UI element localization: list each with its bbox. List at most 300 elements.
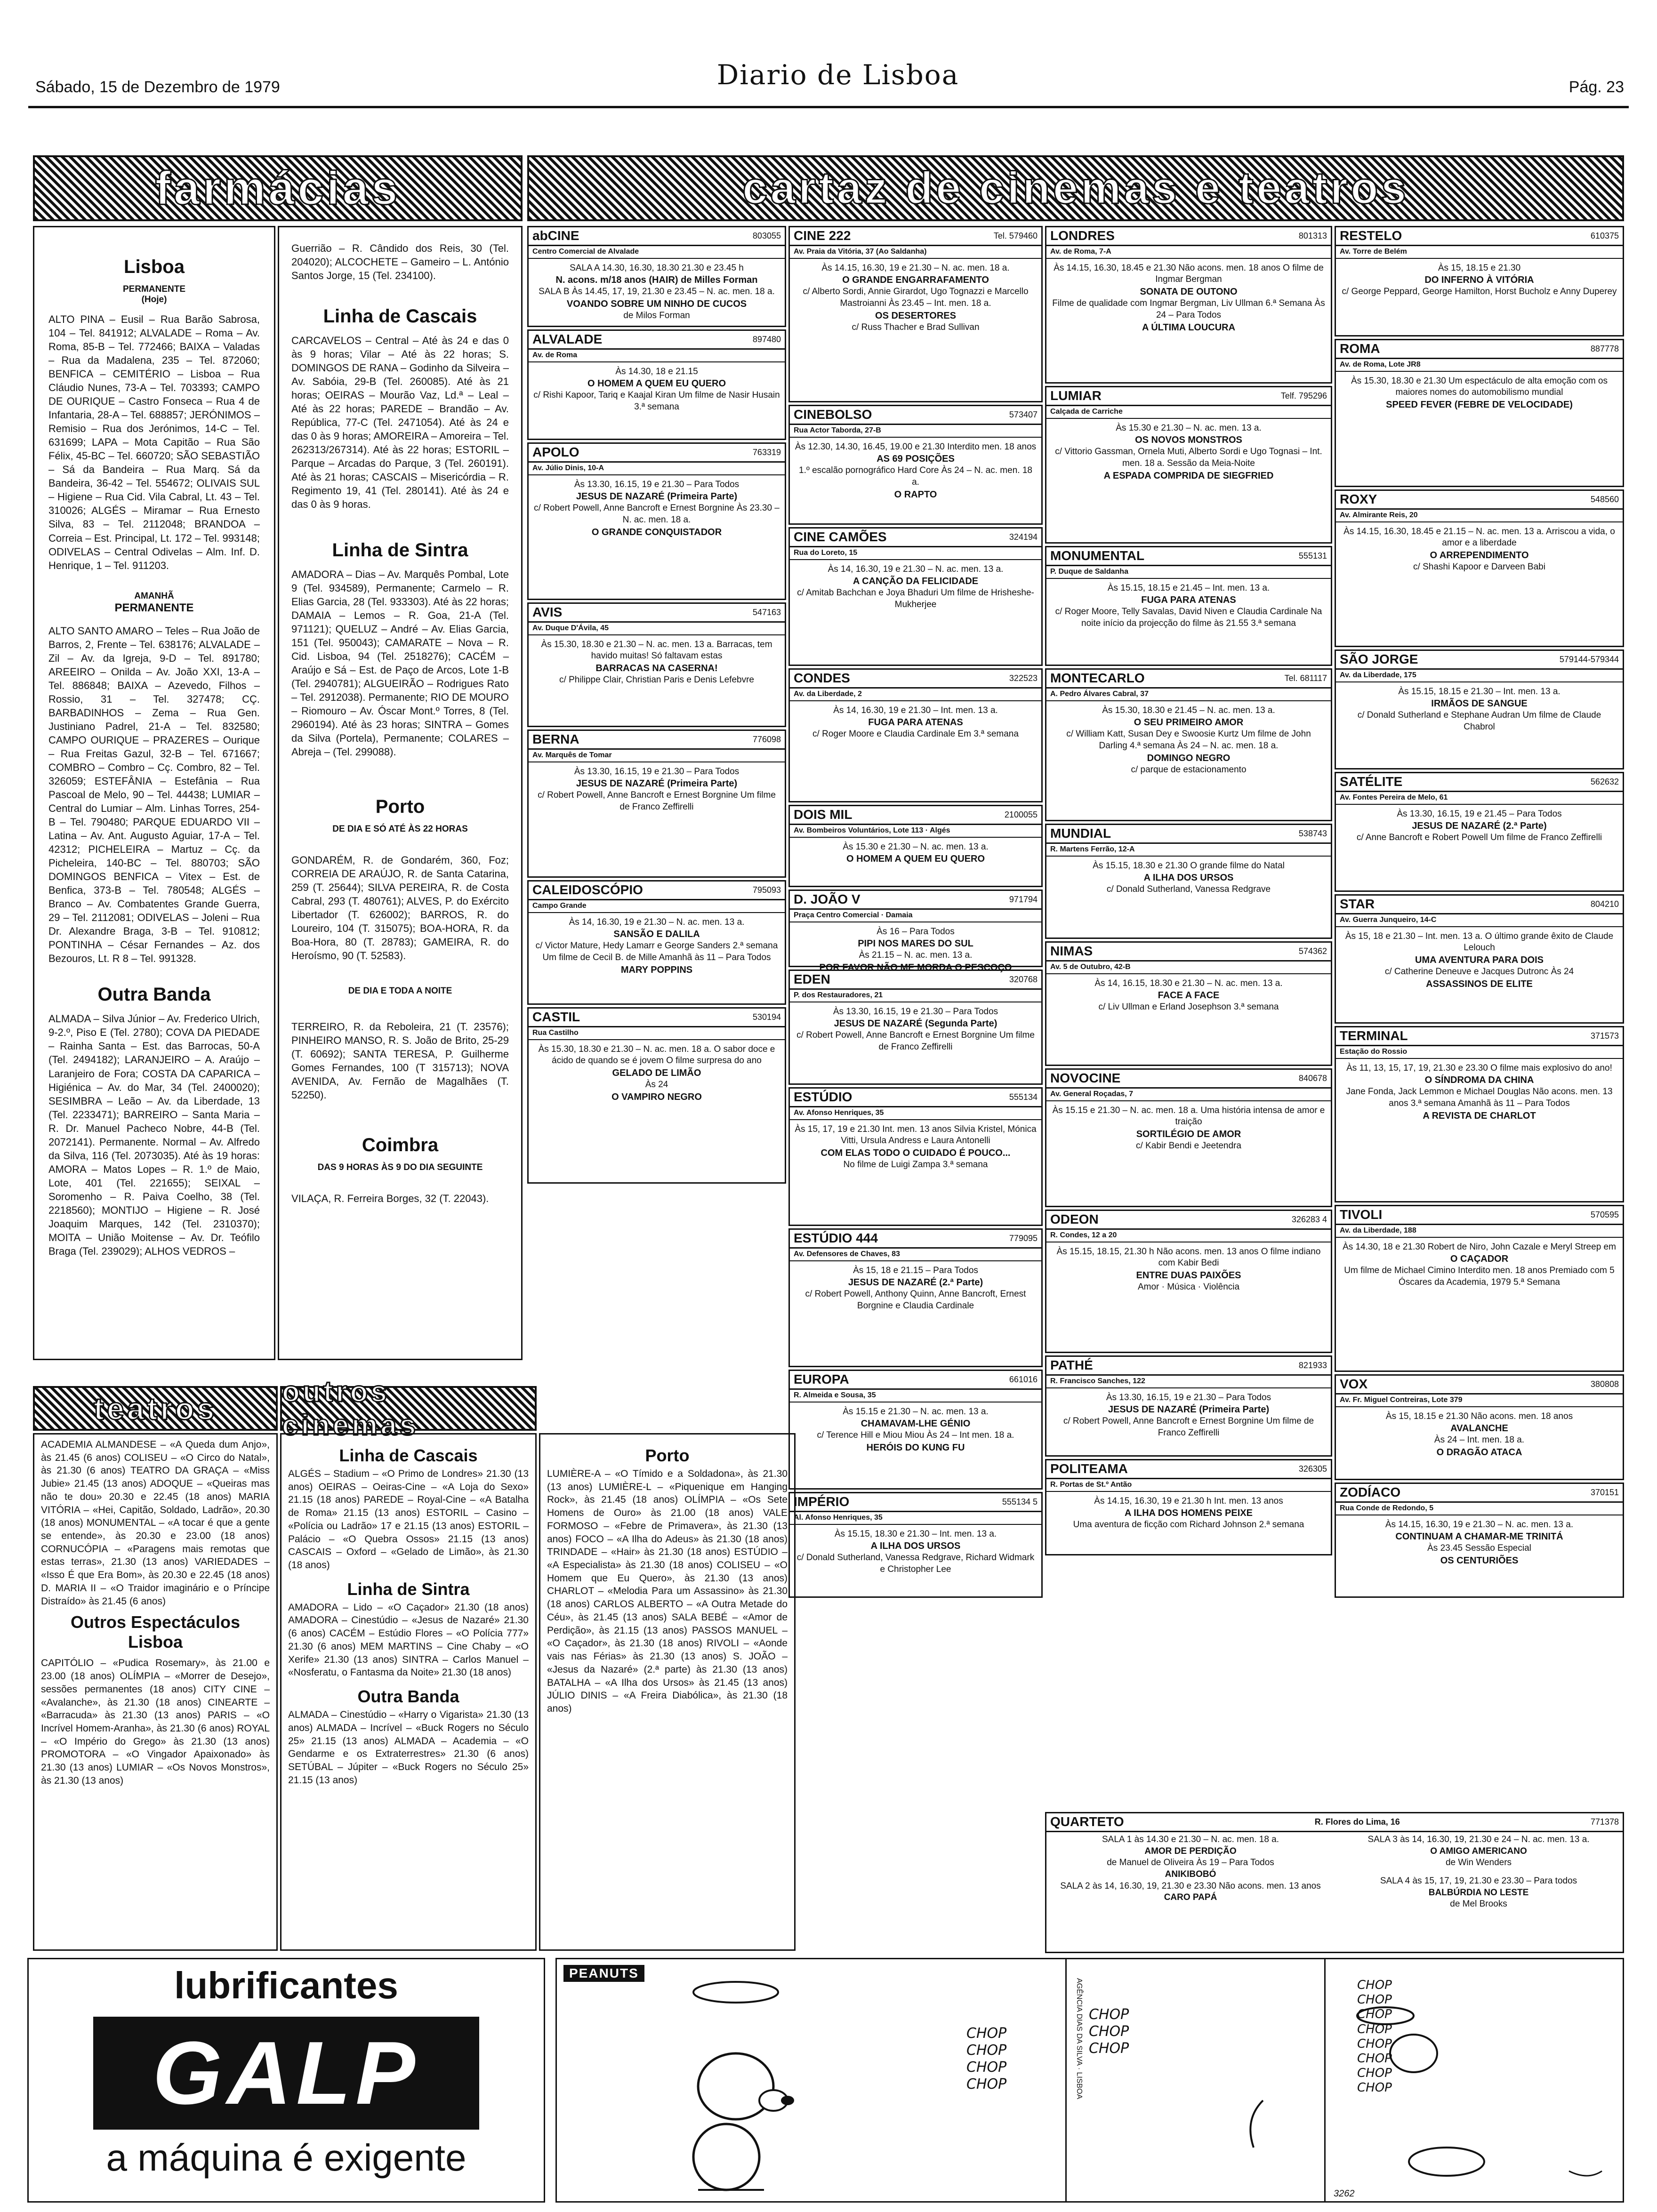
quarteto-sala4-title: BALBÚRDIA NO LESTE	[1428, 1887, 1529, 1898]
cinema-phone: 326305	[1298, 1464, 1327, 1474]
cinema-name: ROMA	[1340, 341, 1380, 356]
cinema-schedule: SALA A 14.30, 16.30, 18.30 21.30 e 23.45 h	[570, 263, 744, 273]
cinema-name: MUNDIAL	[1050, 826, 1111, 841]
cinema-listing	[788, 1370, 1043, 1490]
cinema-phone: 840678	[1298, 1073, 1327, 1083]
cinema-schedule: Às 15.30, 18.30 e 21.30 Um espectáculo de alta emoção com os maiores nomes do automobilismo mundial	[1351, 376, 1608, 398]
cinema-body	[1336, 1410, 1623, 1459]
cinema-schedule: Às 15, 18.15 e 21.30	[1438, 263, 1521, 273]
cinema-film-title: O SÍNDROMA DA CHINA	[1424, 1075, 1534, 1086]
cinema-film-title: N. acons. m/18 anos (HAIR) de Milles Forman	[555, 275, 758, 286]
cinema-quarteto	[1045, 1812, 1624, 1953]
cinema-body	[1046, 262, 1331, 335]
snoopy-head-icon-2	[1390, 2035, 1437, 2072]
cinema-body	[1336, 685, 1623, 734]
cinema-address: Rua Actor Taborda, 27-B	[790, 425, 1041, 438]
cinema-name: CINE CAMÕES	[794, 529, 887, 545]
advert-line1: lubrificantes	[174, 1964, 398, 2006]
cinema-header	[1336, 1027, 1623, 1046]
cinema-name: STAR	[1340, 897, 1375, 912]
cinema-address: Rua do Loreto, 15	[790, 547, 1041, 560]
cinema-details: No filme de Luigi Zampa 3.ª semana	[843, 1160, 988, 1170]
cinema-body	[790, 704, 1041, 741]
quarteto-sala2-title: CARO PAPÁ	[1164, 1892, 1217, 1903]
cinema-details: c/ Donald Sutherland, Vanessa Redgrave	[1106, 884, 1271, 895]
cinema-header	[1336, 1206, 1623, 1225]
cinema-film-title: JESUS DE NAZARÉ (Primeira Parte)	[1108, 1404, 1270, 1415]
cinema-phone: 579144-579344	[1559, 654, 1619, 664]
cinema-details: c/ Robert Powell, Anne Bancroft e Ernest Borgnine Um filme de Franco Zeffirelli	[796, 1030, 1035, 1052]
cinema-address: Av. Defensores de Chaves, 83	[790, 1249, 1041, 1261]
cinema-header	[790, 1089, 1041, 1107]
page-number: Pág. 23	[1569, 78, 1624, 96]
cinema-listing	[1335, 489, 1624, 647]
cinema-name: DOIS MIL	[794, 807, 853, 822]
cinema-address: Rua Conde de Redondo, 5	[1336, 1503, 1623, 1515]
cinema-phone: 795093	[752, 885, 781, 895]
cinema-body	[1046, 582, 1331, 631]
cinema-header	[1046, 1211, 1331, 1230]
cinema-body	[1046, 1495, 1331, 1532]
cinema-header	[1336, 1484, 1623, 1503]
cinema-film-title-2: DOMINGO NEGRO	[1147, 753, 1231, 763]
cinema-details: Jane Fonda, Jack Lemmon e Michael Douglas Não acons. men. 13 anos 3.ª semana Amanhã às 11 – Para Todos	[1346, 1087, 1613, 1109]
galp-advert	[27, 1958, 545, 2203]
cinema-schedule: Às 14.15, 16.30, 18.45 e 21.15 – N. ac. men. 13 a. Arriscou a vida, o amor e a liberdade	[1343, 526, 1615, 548]
cinema-phone: 538743	[1298, 828, 1327, 838]
cinema-film-title: JESUS DE NAZARÉ (Primeira Parte)	[576, 778, 738, 789]
cinema-phone: 661016	[1009, 1374, 1038, 1384]
cinema-film-title-2: POR FAVOR NÃO ME MORDA O PESCOÇO	[819, 962, 1012, 973]
cinema-name: ROXY	[1340, 492, 1377, 507]
cinema-details: c/ Anne Bancroft e Robert Powell Um filme de Franco Zeffirelli	[1356, 833, 1602, 843]
cinema-schedule: Às 14.15, 16.30, 19 e 21.30 – N. ac. men. 13 a.	[1385, 1519, 1574, 1530]
cinema-name: MONTECARLO	[1050, 671, 1145, 686]
cinema-phone: 555131	[1298, 551, 1327, 561]
cinema-address: P. Duque de Saldanha	[1046, 566, 1331, 579]
cinema-schedule: Às 13.30, 16.15, 19 e 21.45 – Para Todos	[1397, 809, 1562, 819]
cinema-body	[1046, 1104, 1331, 1153]
outros-banner-text: outros cinemas	[282, 1375, 419, 1442]
cinema-listing	[788, 1492, 1043, 1598]
cinema-phone: 555134 5	[1002, 1497, 1038, 1507]
cinema-listing	[788, 1228, 1043, 1367]
quarteto-sala1-title2: ANIKIBOBÓ	[1165, 1869, 1216, 1880]
cinema-phone: 380808	[1590, 1379, 1619, 1389]
cinema-body	[529, 1043, 785, 1104]
cinema-schedule: Às 15.30, 18.30 e 21.30 – N. ac. men. 18 a. O sabor doce e ácido de quando se é jovem O filme surpresa do ano	[538, 1044, 775, 1066]
cinema-film-title: FACE A FACE	[1158, 990, 1220, 1001]
amanha-pharmacies: ALTO SANTO AMARO – Teles – Rua João de Barros, 2, Frente – Tel. 638176; ALVALADE – Zil – Av. da Igreja, 9-D – Tel. 891780; AREEIRO – Onilda – Av. João XXI, 13-A – Tel. 886848; BAIXA – Azevedo, Filhos – Rossio, 31 – Tel. 327478; CÇ. BARBADINHOS – Zema – Rua Gen. Justiniano Padrel, 21-A – Tel. 832580; CAMPO OURIQUE – PRAZERES – Ourique – Rua Freitas Gazul, 32-B – Tel. 671667; COMBRO – Combro – Cç. Combro, 82 – Tel. 326059; ESTEFÂNIA – Estefânia – Rua Pascoal de Melo, 90 – Tel. 44438; LUMIAR – Central do Lumiar – Alm. Linhas Torres, 254-B – Tel. 790480; PARQUE EDUARDO VII – Latina – Av. Ant. Augusto Aguiar, 17-A – Tel. 42312; PICHELEIRA – Martuz – Cç. da Picheleira, 140-BC – Tel. 880703; SÃO DOMINGOS BENFICA – Vitex – Est. de Benfica, 373-B – Tel. 780548; ALGÉS – Branco – Av. Combatentes Grande Guerra, 29 – Tel. 2112081; ODIVELAS – Joleni – Rua Dr. Alexandre Braga, 3-B – Tel. 910812; PONTINHA – César Fernandes – Az. dos Bezouros, Lt. R 8 – Tel. 991328.	[48, 625, 260, 965]
cinema-listing	[1335, 1483, 1624, 1598]
cascais-heading: Linha de Cascais	[323, 306, 477, 327]
quarteto-phone: 771378	[1590, 1817, 1619, 1827]
cinema-film-title-2: ASSASSINOS DE ELITE	[1426, 978, 1533, 989]
cinema-schedule: Às 15.15, 18.15 e 21.30 – Int. men. 13 a.	[1398, 686, 1560, 697]
advert-line2: a máquina é exigente	[106, 2137, 467, 2179]
cinema-phone: 971794	[1009, 894, 1038, 904]
cinema-name: ODEON	[1050, 1212, 1099, 1227]
cinema-listing	[1045, 546, 1332, 666]
cinema-body	[529, 365, 785, 414]
cinema-phone: 779095	[1009, 1233, 1038, 1243]
cinema-listing	[1045, 1355, 1332, 1457]
cinema-name: APOLO	[532, 445, 579, 460]
cinema-listing	[527, 880, 786, 1005]
cinema-name: TIVOLI	[1340, 1207, 1383, 1222]
cinema-phone: 763319	[752, 447, 781, 457]
cinema-schedule: Às 15.30 e 21.30 – N. ac. men. 13 a.	[1116, 423, 1262, 433]
cinema-header	[529, 331, 785, 350]
cinema-details: Uma aventura de ficção com Richard Johnson 2.ª semana	[1073, 1520, 1304, 1530]
cinema-listing	[1335, 1374, 1624, 1480]
cinema-body	[1046, 1391, 1331, 1440]
cinema-schedule: Às 15.30, 18.30 e 21.30 – N. ac. men. 13 a. Barracas, tem havido muitas! Só faltavam estas	[541, 639, 772, 661]
cinema-details: Filme de qualidade com Ingmar Bergman, Liv Ullman 6.ª Semana Às 24 – Para Todos	[1052, 298, 1325, 320]
cinema-name: CALEIDOSCÓPIO	[532, 882, 643, 898]
cinema-film-title: O ARREPENDIMENTO	[1430, 550, 1529, 561]
cinema-header	[790, 529, 1041, 547]
quarteto-sala4-info: de Mel Brooks	[1450, 1899, 1507, 1909]
alhos-vedros-cont: Guerrião – R. Cândido dos Reis, 30 (Tel. 204020); ALCOCHETE – Gameiro – L. António Santos Jorge, 15 (Tel. 234100).	[291, 242, 509, 282]
cinema-name: EUROPA	[794, 1372, 849, 1387]
cinema-film-title: SORTILÉGIO DE AMOR	[1136, 1129, 1241, 1140]
cinema-address: Campo Grande	[529, 900, 785, 913]
cinema-details: Às 23.45 Sessão Especial	[1427, 1543, 1531, 1554]
quarteto-sala2: SALA 2 às 14, 16.30, 19, 21.30 e 23.30 Não acons. men. 13 anos	[1060, 1881, 1321, 1891]
cinema-phone: 610375	[1590, 231, 1619, 240]
cinema-phone: 570595	[1590, 1210, 1619, 1219]
cinema-film-title-2: O DRAGÃO ATACA	[1436, 1447, 1522, 1458]
cinema-film-title-2: OS CENTURIÕES	[1440, 1555, 1519, 1566]
cinema-phone: 548560	[1590, 494, 1619, 504]
cinema-details: c/ Robert Powell, Anne Bancroft e Ernest Borgnine Às 23.30 – N. ac. men. 18 a.	[534, 503, 780, 525]
cinema-listing	[788, 527, 1043, 666]
cinema-header	[1046, 943, 1331, 962]
cinema-body	[1046, 704, 1331, 777]
farmacias-col-2	[278, 226, 523, 1360]
cinema-details: c/ Robert Powell, Anthony Quinn, Anne Bancroft, Ernest Borgnine e Claudia Cardinale	[805, 1289, 1026, 1311]
cinema-name: ESTÚDIO	[794, 1090, 853, 1105]
farmacias-banner	[33, 155, 523, 221]
porto-sub: DE DIA E SÓ ATÉ ÀS 22 HORAS	[332, 824, 468, 834]
cinema-name: D. JOÃO V	[794, 892, 861, 907]
issue-date: Sábado, 15 de Dezembro de 1979	[35, 78, 280, 96]
amanha-label: AMANHÃ	[134, 591, 174, 601]
cinema-film-title: SPEED FEVER (FEBRE DE VELOCIDADE)	[1386, 400, 1573, 410]
cinema-film-title: PIPI NOS MARES DO SUL	[858, 938, 973, 949]
cinema-film-title: FUGA PARA ATENAS	[1141, 595, 1236, 606]
masthead: Diario de Lisboa	[716, 59, 959, 91]
cinema-header	[1336, 773, 1623, 792]
cinema-details: c/ Amitab Bachchan e Joya Bhaduri Um filme de Hrisheshe-Mukherjee	[797, 588, 1034, 610]
cinema-name: LUMIAR	[1050, 388, 1102, 403]
cinema-listing	[1045, 1459, 1332, 1555]
cinema-address: Av. Marquês de Tomar	[529, 750, 785, 762]
cinema-header	[1336, 651, 1623, 670]
cinema-header	[790, 806, 1041, 825]
cinema-details: Às 24 – Int. men. 18 a.	[1434, 1435, 1525, 1445]
cinema-phone: Tel. 579460	[993, 231, 1038, 240]
cinema-schedule: Às 14, 16.30, 19 e 21.30 – N. ac. men. 13 a.	[569, 917, 745, 927]
cinema-body	[1336, 930, 1623, 991]
cinema-name: NOVOCINE	[1050, 1071, 1121, 1086]
cinema-schedule: Às 11, 13, 15, 17, 19, 21.30 e 23.30 O filme mais explosivo do ano!	[1346, 1063, 1612, 1073]
cinema-phone: Telf. 795296	[1280, 391, 1327, 401]
cinema-name: CINE 222	[794, 228, 851, 243]
coimbra-heading: Coimbra	[362, 1135, 439, 1156]
cinema-header	[1046, 227, 1331, 246]
cinema-footnote: 3.ª semana	[634, 402, 679, 412]
quarteto-sala1-info: de Manuel de Oliveira Às 19 – Para Todos	[1107, 1858, 1274, 1868]
cinema-film-title: A ILHA DOS URSOS	[870, 1541, 961, 1552]
cinema-body	[790, 262, 1041, 335]
cinema-address: Av. de Roma, 7-A	[1046, 246, 1331, 259]
cinema-schedule: Às 15, 18 e 21.30 – Int. men. 13 a. O último grande êxito de Claude Lelouch	[1345, 931, 1614, 953]
cinema-phone: 897480	[752, 334, 781, 344]
cinema-header	[1336, 227, 1623, 246]
cinema-film-title-2: OS DESERTORES	[875, 310, 956, 321]
cinema-film-title: SONATA DE OUTONO	[1140, 287, 1238, 297]
cinema-details: c/ Roger Moore e Claudia Cardinale Em 3.ª semana	[812, 729, 1019, 739]
cinema-schedule: Às 15.15, 18.15 e 21.45 – Int. men. 13 a.	[1107, 583, 1270, 593]
cinema-body	[1336, 525, 1623, 574]
cinema-name: ALVALADE	[532, 332, 603, 347]
cinema-details: c/ George Peppard, George Hamilton, Horst Bucholz e Anny Duperey	[1342, 287, 1617, 297]
cinema-name: abCINE	[532, 228, 579, 243]
cinema-body	[790, 841, 1041, 866]
cinema-schedule: Às 15.15 e 21.30 – N. ac. men. 13 a.	[843, 1406, 989, 1417]
cinema-body	[529, 916, 785, 977]
outros-banner	[280, 1375, 537, 1442]
cinema-listing	[788, 805, 1043, 887]
cinema-footnote: c/ Russ Thacher e Brad Sullivan	[852, 322, 980, 332]
cinema-address: Av. 5 de Outubro, 42-B	[1046, 962, 1331, 974]
cinema-listing	[1045, 824, 1332, 939]
cinema-film-title: BARRACAS NA CASERNA!	[595, 663, 718, 674]
cinema-address: Calçada de Carriche	[1046, 406, 1331, 419]
outros-banda-list: ALMADA – Cinestúdio – «Harry o Vigarista» 21.30 (13 anos) ALMADA – Incrível – «Buck Rogers no Século 25» 21.15 (13 anos) ALMADA – Academia – «O Gendarme e os Extraterrestres» 21.30 (6 anos) SETÚBAL – Júpiter – «Buck Rogers no Século 25» 21.15 (13 anos)	[288, 1709, 529, 1786]
cinema-phone: 776098	[752, 734, 781, 744]
outros-sintra-list: AMADORA – Lido – «O Caçador» 21.30 (18 anos) AMADORA – Cinestúdio – «Jesus de Nazaré» 21.30 (6 anos) CACÉM – Estúdio Flores – «O Polícia 777» 21.30 (6 anos) MEM MARTINS – Cine Chaby – «O Xerife» 21.30 (13 anos) SINTRA – Carlos Manuel – «Nosferatu, o Fantasma da Noite» 21.30 (18 anos)	[288, 1602, 529, 1678]
quarteto-sala3-title: O AMIGO AMERICANO	[1430, 1846, 1527, 1856]
cinema-body	[790, 1005, 1041, 1054]
quarteto-sala4: SALA 4 às 15, 17, 19, 21.30 e 23.30 – Para todos	[1380, 1876, 1577, 1886]
outros-cascais-heading: Linha de Cascais	[339, 1446, 478, 1465]
cinema-listing	[527, 1007, 786, 1184]
cinema-name: CASTIL	[532, 1010, 580, 1025]
cinema-name: ZODÍACO	[1340, 1485, 1401, 1500]
cinema-film-title-2: O RAPTO	[894, 489, 937, 500]
cinema-listing	[527, 329, 786, 440]
cinema-body	[1046, 422, 1331, 483]
cinema-film-title-2: VOANDO SOBRE UM NINHO DE CUCOS	[566, 299, 747, 310]
cinema-listing	[788, 405, 1043, 525]
cinema-schedule: Às 15.15, 18.15, 21.30 h Não acons. men. 13 anos O filme indiano com Kabir Bedi	[1056, 1246, 1321, 1268]
cinema-phone: 324194	[1009, 532, 1038, 542]
cinema-schedule: Às 14.15, 16.30, 19 e 21.30 – N. ac. men. 18 a.	[821, 263, 1010, 273]
cinema-phone: 322523	[1009, 673, 1038, 683]
cinema-schedule: Às 14, 16.30, 19 e 21.30 – Int. men. 13 a.	[833, 705, 998, 715]
cinema-details: c/ Victor Mature, Hedy Lamarr e George Sanders 2.ª semana Um filme de Cecil B. de Mille Amanhã às 11 – Para Todos	[535, 941, 778, 963]
outra-banda-heading: Outra Banda	[97, 984, 211, 1005]
cinema-footnote: c/ parque de estacionamento	[1131, 764, 1247, 775]
cinema-schedule: Às 13.30, 16.15, 19 e 21.30 – Para Todos	[833, 1006, 998, 1017]
cinema-body	[790, 563, 1041, 612]
cinema-schedule: Às 15.30 e 21.30 – N. ac. men. 13 a.	[843, 842, 989, 852]
cinema-details: c/ Liv Ullman e Erland Josephson 3.ª semana	[1098, 1002, 1279, 1012]
cinema-address: Av. de Roma	[529, 350, 785, 362]
teatros-banner-text: teatros	[93, 1391, 217, 1426]
cinema-name: SÃO JORGE	[1340, 652, 1418, 667]
cinema-header	[790, 1371, 1041, 1390]
cinema-film-title: DO INFERNO À VITÓRIA	[1424, 275, 1534, 286]
cinema-header	[1336, 340, 1623, 359]
cinema-address: A. Pedro Álvares Cabral, 37	[1046, 689, 1331, 701]
cinema-details: c/ Catherine Deneuve e Jacques Dutronc Às 24	[1384, 967, 1574, 977]
cinema-listing	[1045, 226, 1332, 384]
cinema-phone: 326283 4	[1291, 1214, 1327, 1224]
cinema-film-title: CONTINUAM A CHAMAR-ME TRINITÁ	[1395, 1531, 1563, 1542]
cinema-listing	[1045, 1210, 1332, 1353]
outra-banda-pharmacies: ALMADA – Silva Júnior – Av. Frederico Ulrich, 9-2.º, Piso E (Tel. 2780); COVA DA PIEDADE – Rainha Santa – Est. das Barrocas, 50-A (Tel. 2494182); LARANJEIRO – A. Araújo – Laranjeiro de Fora; COSTA DA CAPARICA – Higiénica – Av. do Mar, 34 (Tel. 2400020); SESIMBRA – Leão – Av. da Liberdade, 13 (Tel. 2233471); BARREIRO – Santa Maria – R. Dr. Manuel Pacheco Nobre, 44-B (Tel. 2072141). Permanente. Normal – Av. Alfredo da Silva, 116 (Tel. 2073035). Até às 19 horas: AMORA – Matos Lopes – R. 1.º de Maio, Lote, 401 (Tel. 221655); SEIXAL – Soromenho – R. Paiva Coelho, 38 (Tel. 2218560); MONTIJO – Higiene – R. José Joaquim Marques, 142 (Tel. 2310370); MOITA – União Moitense – Av. Dr. Teófilo Braga (Tel. 239029); ALHOS VEDROS –	[48, 1013, 260, 1257]
cinema-film-title: FUGA PARA ATENAS	[868, 717, 963, 728]
cinema-film-title: UMA AVENTURA PARA DOIS	[1415, 955, 1544, 966]
outros-col-3	[539, 1433, 796, 1951]
cinema-body	[790, 925, 1041, 975]
cinema-header	[1046, 1357, 1331, 1376]
cinema-film-title: GELADO DE LIMÃO	[612, 1068, 701, 1079]
cinema-name: CINEBOLSO	[794, 407, 872, 422]
chop-sfx-2: CHOP CHOP CHOP	[1089, 2006, 1129, 2057]
cinema-address: Av. da Liberdade, 2	[790, 689, 1041, 701]
cinema-schedule: Às 14.15, 16.30, 19 e 21.30 h Int. men. 13 anos	[1094, 1496, 1283, 1506]
coimbra-pharmacies: VILAÇA, R. Ferreira Borges, 32 (T. 22043).	[291, 1193, 489, 1205]
cinema-film-title: O GRANDE ENGARRAFAMENTO	[842, 275, 989, 286]
cinema-address: Av. Afonso Henriques, 35	[790, 1107, 1041, 1120]
cinema-header	[1336, 896, 1623, 914]
cinema-phone: 801313	[1298, 231, 1327, 240]
cinema-name: AVIS	[532, 605, 563, 620]
cinema-body	[529, 262, 785, 323]
cinema-header	[790, 891, 1041, 910]
cinema-schedule: Às 15, 18 e 21.15 – Para Todos	[853, 1265, 978, 1275]
peanuts-strip	[555, 1958, 1624, 2203]
cinema-details: c/ Kabir Bendi e Jeetendra	[1136, 1141, 1241, 1151]
cinema-phone: Tel. 681117	[1284, 673, 1327, 683]
cinema-body	[1336, 375, 1623, 412]
cinema-address: Av. Júlio Dinis, 10-A	[529, 463, 785, 475]
cinema-phone: 562632	[1590, 777, 1619, 786]
cinema-header	[529, 604, 785, 623]
cinema-name: RESTELO	[1340, 228, 1402, 243]
cinema-name: VOX	[1340, 1377, 1368, 1392]
quarteto-sala3-info: de Win Wenders	[1445, 1858, 1512, 1868]
cinema-header	[790, 1493, 1041, 1512]
cinema-details: Às 21.15 – N. ac. men. 13 a.	[859, 950, 973, 961]
chop-sfx-3: CHOP CHOP CHOP CHOP CHOP CHOP CHOP CHOP	[1357, 1978, 1392, 2095]
cinema-listing	[788, 970, 1043, 1085]
cinema-header	[1046, 1460, 1331, 1479]
lisboa-heading: Lisboa	[124, 256, 185, 277]
cinema-schedule: Às 14.15, 16.30, 18.45 e 21.30 Não acons. men. 18 anos O filme de Ingmar Bergman	[1054, 263, 1324, 285]
cinema-film-title-2: A ESPADA COMPRIDA DE SIEGFRIED	[1103, 470, 1274, 481]
cinema-body	[1336, 1241, 1623, 1290]
cinema-name: POLITEAMA	[1050, 1461, 1128, 1476]
cinema-schedule: Às 12.30, 14.30, 16.45, 19.00 e 21.30 Interdito men. 18 anos	[795, 441, 1037, 452]
outros-porto-list: LUMIÈRE-A – «O Tímido e a Soldadona», às 21.30 (13 anos) LUMIÈRE-L – «Piquenique em Hanging Rock», às 21.45 (18 anos) OLÍMPIA – «Os Sete Homens de Ouro» às 21.00 (18 anos) VALE FORMOSO – «Febre de Primavera», às 21.30 (13 anos) FOCO – «A Ilha do Adeus» às 21.30 (18 anos) TRINDADE – «Hair» às 21.30 (18 anos) ESTÚDIO – «A Especialista» às 21.30 (18 anos) COLISEU – «O Homem que Eu Quero», às 21.30 (13 anos) CHARLOT – «Melodia Para um Assassino» às 21.30 (18 anos) CARLOS ALBERTO – «A Outra Metade do Céu», às 21.45 (13 anos) SALA BEBÉ – «Amor de Perdição», às 21.15 (13 anos) PASSOS MANUEL – «O Caçador», às 21.30 (18 anos) RIVOLI – «Aonde vais nas Férias» às 21.30 (13 anos) S. JOÃO – «Jesus da Nazaré» (2.ª parte) às 21.30 (13 anos) BATALHA – «A Ilha dos Ursos» às 21.45 (13 anos) JÚLIO DINIS – «A Freira Diabólica», às 21.30 (18 anos)	[547, 1468, 788, 1714]
cinema-name: BERNA	[532, 732, 579, 747]
cinema-phone: 530194	[752, 1012, 781, 1022]
comic-credit: AGÊNCIA DIAS DA SILVA · LISBOA	[1075, 1978, 1083, 2100]
cinema-body	[1336, 262, 1623, 299]
cinema-details: Um filme de Michael Cimino Interdito men. 18 anos Premiado com 5 Óscares da Academia, 1979 5.ª Semana	[1344, 1266, 1615, 1288]
quarteto-sala1: SALA 1 às 14.30 e 21.30 – N. ac. men. 18 a.	[1102, 1835, 1279, 1844]
cinema-schedule: Às 13.30, 16.15, 19 e 21.30 – Para Todos	[1106, 1392, 1271, 1403]
comic-number: 3262	[1334, 2188, 1355, 2199]
cinema-address: Estação do Rossio	[1336, 1046, 1623, 1059]
cinema-details: c/ Robert Powell, Anne Bancroft e Ernest Borgnine Um filme de Franco Zeffirelli	[1063, 1416, 1314, 1438]
cinema-phone: 371573	[1590, 1031, 1619, 1041]
cinema-address: R. Almeida e Sousa, 35	[790, 1390, 1041, 1403]
cinema-header	[1046, 825, 1331, 844]
outros-espectaculos-list: CAPITÓLIO – «Pudica Rosemary», às 21.00 e 23.00 (18 anos) OLÍMPIA – «Morrer de Desejo», sessões permanentes (18 anos) CITY CINE – «Avalanche», às 21.30 (18 anos) CINEARTE – «Barracuda» às 21.30 (13 anos) PARIS – «O Incrível Homem-Aranha», às 21.30 (6 anos) ROYAL – «O Império do Grego» às 21.30 (13 anos) PROMOTORA – «O Vingador Apaixonado» às 21.30 (13 anos) LUMIAR – «Os Novos Monstros», às 21.30 (13 anos)	[41, 1658, 270, 1786]
cinema-phone: 573407	[1009, 409, 1038, 419]
cinema-body	[529, 638, 785, 687]
cinema-listing	[1335, 649, 1624, 769]
cinema-address: Av. Torre de Belém	[1336, 246, 1623, 259]
cinema-film-title-2: MARY POPPINS	[620, 964, 693, 975]
cinema-film-title: O HOMEM A QUEM EU QUERO	[846, 854, 985, 865]
cinema-footnote: de Milos Forman	[623, 311, 690, 321]
cinema-address: Rua Castilho	[529, 1027, 785, 1040]
cinema-address: Av. Guerra Junqueiro, 14-C	[1336, 914, 1623, 927]
cinema-body	[1336, 1062, 1623, 1123]
cinema-listing	[788, 226, 1043, 402]
cinema-details: c/ Rishi Kapoor, Tariq e Kaajal Kiran Um filme de Nasir Husain	[533, 390, 780, 401]
chop-sfx: CHOP CHOP CHOP CHOP	[966, 2025, 1007, 2092]
cinema-details: c/ Donald Sutherland e Stephane Audran Um filme de Claude Chabrol	[1357, 710, 1601, 732]
cinema-address: Av. da Liberdade, 175	[1336, 670, 1623, 682]
cinema-phone: 821933	[1298, 1360, 1327, 1370]
cinema-schedule: Às 14.30, 18 e 21.30 Robert de Niro, John Cazale e Meryl Streep em	[1343, 1242, 1616, 1252]
cinema-details: c/ Robert Powell, Anne Bancroft e Ernest Borgnine Um filme de Franco Zeffirelli	[538, 790, 776, 812]
cinema-schedule: Às 15.15 e 21.30 – N. ac. men. 18 a. Uma história intensa de amor e traição	[1052, 1105, 1325, 1127]
cinema-listing	[527, 226, 786, 327]
cinema-schedule: Às 15.15, 18.30 e 21.30 O grande filme do Natal	[1093, 860, 1285, 871]
cinema-header	[790, 1230, 1041, 1249]
cinema-listing	[1045, 668, 1332, 821]
permanente2-label: PERMANENTE	[114, 601, 194, 614]
cinema-schedule: Às 15.15, 18.30 e 21.30 – Int. men. 13 a.	[834, 1529, 997, 1539]
cinema-body	[529, 765, 785, 814]
cinema-phone: 574362	[1298, 946, 1327, 956]
cinema-listing	[527, 729, 786, 878]
cinema-film-title: A CANÇÃO DA FELICIDADE	[853, 576, 979, 587]
cinema-header	[529, 444, 785, 463]
cinema-phone: 320768	[1009, 974, 1038, 984]
cinema-schedule: Às 13.30, 16.15, 19 e 21.30 – Para Todos	[574, 479, 740, 489]
sintra-heading: Linha de Sintra	[332, 539, 468, 561]
cinema-body	[529, 478, 785, 539]
cinema-header	[1046, 387, 1331, 406]
cinema-listing	[1045, 941, 1332, 1066]
cinema-address: Av. Fr. Miguel Contreiras, Lote 379	[1336, 1395, 1623, 1407]
cinema-film-title: O HOMEM A QUEM EU QUERO	[587, 378, 726, 389]
cinema-film-title: ENTRE DUAS PAIXÕES	[1136, 1270, 1241, 1281]
cinema-phone: 370151	[1590, 1487, 1619, 1497]
snoopy-head-icon	[698, 2053, 773, 2119]
